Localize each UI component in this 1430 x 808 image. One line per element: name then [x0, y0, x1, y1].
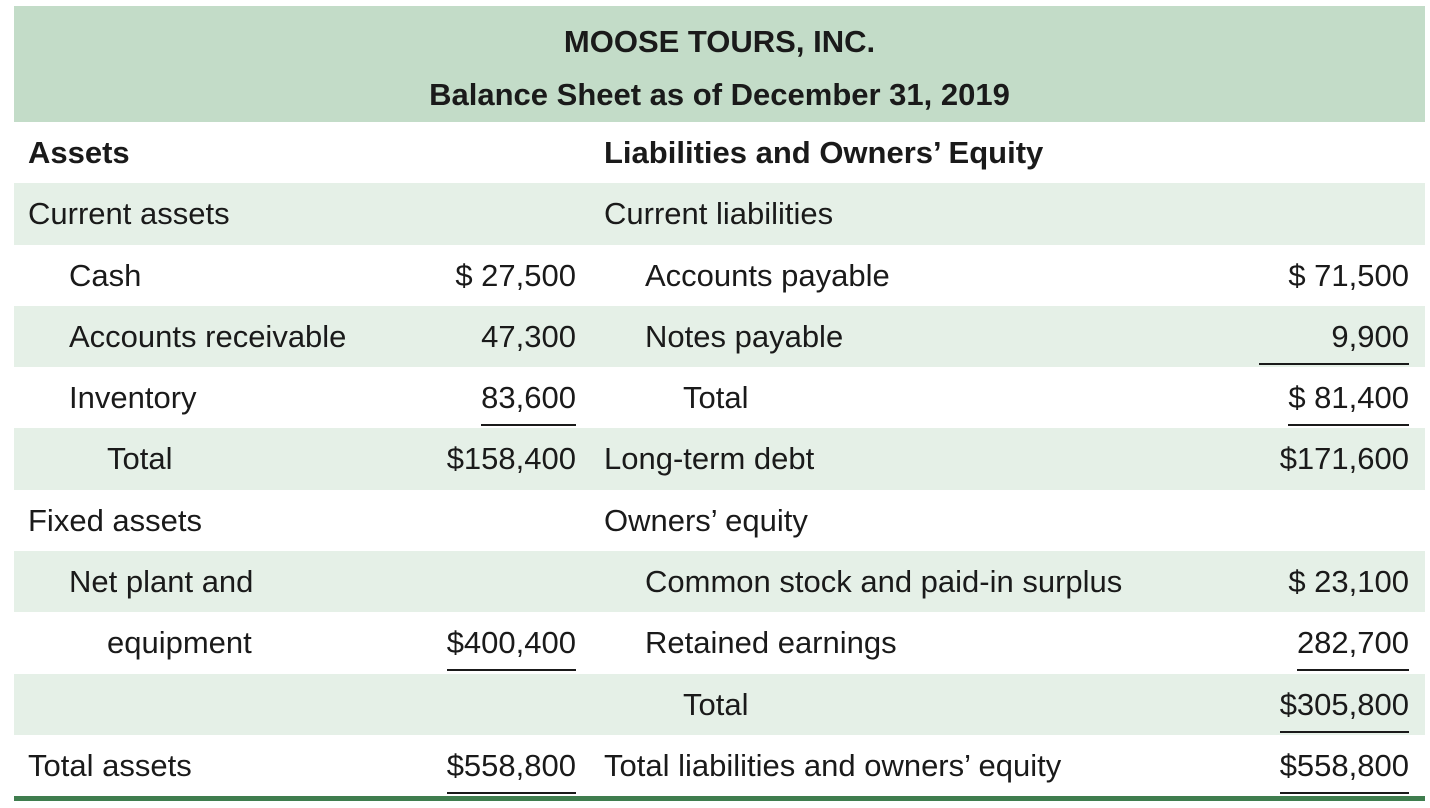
cash-value: $ 27,500 [455, 257, 576, 293]
cash-label: Cash [69, 257, 142, 293]
total-liabilities-equity-label: Total liabilities and owners’ equity [604, 747, 1062, 783]
table-row [14, 490, 1425, 551]
current-assets-label: Current assets [28, 196, 230, 232]
inventory-value: 83,600 [416, 367, 576, 428]
notes-payable-label: Notes payable [645, 318, 844, 354]
table-row [14, 674, 1425, 735]
accounts-payable-value: $ 71,500 [1288, 257, 1409, 293]
current-liabilities-total-label: Total [683, 380, 749, 416]
current-assets-total-label: Total [107, 441, 173, 477]
sheet-subtitle: Balance Sheet as of December 31, 2019 [429, 77, 1010, 112]
notes-payable-value: 9,900 [1244, 306, 1409, 367]
total-assets-value: $558,800 [416, 735, 576, 796]
company-name: MOOSE TOURS, INC. [563, 24, 876, 59]
bottom-rule [14, 796, 1425, 801]
net-plant-label-line2: equipment [107, 625, 252, 661]
total-liabilities-equity-value: $558,800 [1244, 735, 1409, 796]
table-row [14, 367, 1425, 428]
net-plant-label-line1: Net plant and [69, 564, 254, 600]
table-row [14, 735, 1425, 796]
accounts-payable-label: Accounts payable [645, 257, 890, 293]
net-plant-value: $400,400 [416, 612, 576, 673]
fixed-assets-label: Fixed assets [28, 502, 203, 538]
table-row [14, 612, 1425, 673]
accounts-receivable-label: Accounts receivable [69, 318, 347, 354]
owners-equity-label: Owners’ equity [604, 502, 808, 538]
current-liabilities-total-value: $ 81,400 [1244, 367, 1409, 428]
inventory-label: Inventory [69, 380, 197, 416]
table-row [14, 245, 1425, 306]
table-row [14, 551, 1425, 612]
common-stock-label: Common stock and paid-in surplus [645, 564, 1123, 600]
balance-sheet [14, 6, 1425, 796]
table-row [14, 306, 1425, 367]
table-row [14, 428, 1425, 489]
title-block [14, 6, 1425, 122]
table-row [14, 183, 1425, 244]
long-term-debt-label: Long-term debt [604, 441, 815, 477]
retained-earnings-value: 282,700 [1244, 612, 1409, 673]
total-assets-label: Total assets [28, 747, 192, 783]
equity-total-label: Total [683, 686, 749, 722]
current-liabilities-label: Current liabilities [604, 196, 834, 232]
current-assets-total-value: $158,400 [446, 441, 576, 477]
long-term-debt-value: $171,600 [1279, 441, 1409, 477]
liabilities-header: Liabilities and Owners’ Equity [604, 135, 1044, 170]
equity-total-value: $305,800 [1244, 674, 1409, 735]
retained-earnings-label: Retained earnings [645, 625, 897, 661]
assets-header: Assets [28, 135, 130, 170]
accounts-receivable-value: 47,300 [481, 318, 576, 354]
table-row [14, 122, 1425, 183]
common-stock-value: $ 23,100 [1288, 564, 1409, 600]
